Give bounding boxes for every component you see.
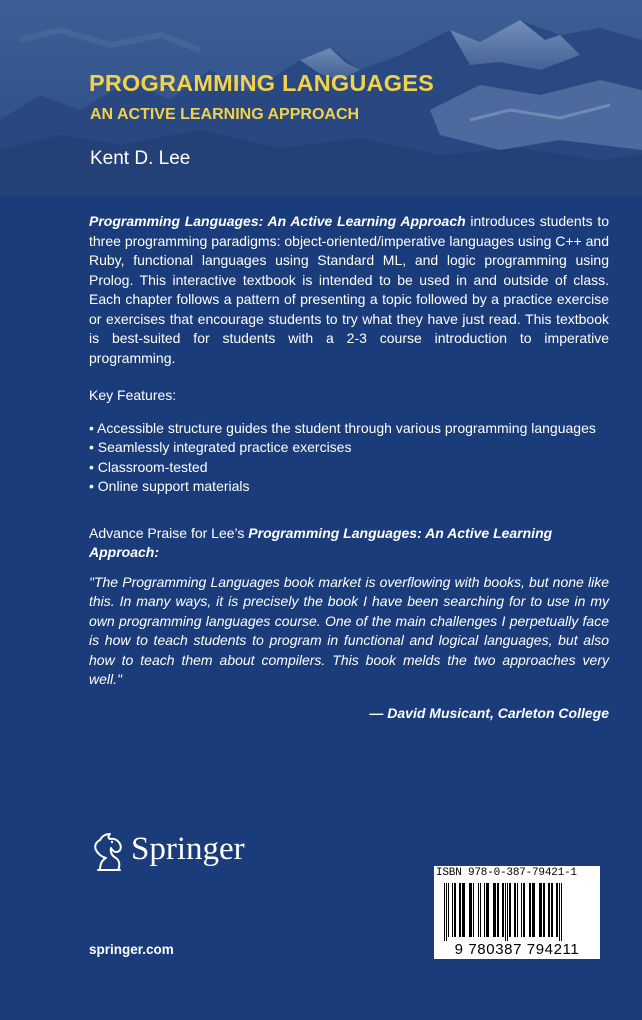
springer-horse-icon <box>90 830 126 874</box>
barcode-guard-bar <box>444 883 445 941</box>
features-heading: Key Features: <box>89 387 177 403</box>
description-book-title: Programming Languages: An Active Learning Approach <box>89 213 466 229</box>
barcode-bar <box>502 883 504 937</box>
barcode-bar <box>462 883 465 937</box>
back-cover-text <box>89 212 609 723</box>
barcode-bar <box>448 883 449 937</box>
description-paragraph <box>89 212 609 368</box>
book-subtitle: AN ACTIVE LEARNING APPROACH <box>90 106 360 123</box>
barcode-bar <box>539 883 542 937</box>
barcode-bar <box>509 883 511 937</box>
barcode-bar <box>478 883 479 937</box>
barcode-bar <box>493 883 496 937</box>
barcode-guard-bar <box>446 883 447 941</box>
barcode-bar <box>543 883 545 937</box>
barcode-guard-bar <box>505 883 506 941</box>
feature-item: • Online support materials <box>89 478 250 494</box>
barcode-bar <box>523 883 525 937</box>
barcode-guard-bar <box>559 883 560 941</box>
barcode-bar <box>480 883 481 937</box>
description-text: introduces students to three programming paradigms: object-oriented/imperative languages using C++ and Ruby, functional languages using Standard ML, and logic programming using Prolog. This interactive textbook is intended to be used in and outside of class. Each chapter follows a pattern of presenting a topic followed by a practice exercise or exercises that encourage students to try what they have just read. This textbook is best-suited for students with a 2-3 course introduction to imperative programming. <box>89 213 609 366</box>
header-photo-band <box>0 0 642 196</box>
barcode-guard-bar <box>561 883 562 941</box>
barcode-bar <box>529 883 531 937</box>
feature-item: • Classroom-tested <box>89 458 208 475</box>
barcode-bar <box>532 883 535 937</box>
barcode-bar <box>452 883 453 937</box>
book-title: PROGRAMMING LANGUAGES <box>89 70 434 96</box>
barcode-guard-bar <box>507 883 508 941</box>
praise-intro-title: Programming Languages: An Active Learning Approach: <box>89 524 553 560</box>
isbn-text: ISBN 978-0-387-79421-1 <box>436 867 577 879</box>
barcode-bar <box>459 883 461 937</box>
barcode-bar <box>556 883 558 937</box>
praise-intro <box>89 524 609 563</box>
praise-attribution: — David Musicant, Carleton College <box>369 704 609 721</box>
barcode-bar <box>521 883 522 937</box>
feature-item: • Seamlessly integrated practice exercises <box>89 439 352 455</box>
isbn-barcode <box>434 866 600 959</box>
features-list <box>89 419 609 497</box>
barcode-bar <box>469 883 472 937</box>
barcode-bar <box>517 883 518 937</box>
barcode-bar <box>484 883 485 937</box>
barcode-bar <box>551 883 553 937</box>
barcode-bar <box>497 883 499 937</box>
author-name: Kent D. Lee <box>90 148 191 169</box>
feature-item: • Accessible structure guides the student through various programming languages <box>89 419 596 436</box>
barcode-bar <box>514 883 516 937</box>
praise-quote: "The Programming Languages book market is overflowing with books, but none like this. In many ways, it is precisely the book I have been searching for to use in my own programming languages course. One of the main challenges I perpetually face is how to teach students to program in functional and logical languages, but also how to teach them about compilers. This book melds the two approaches very well." <box>89 573 609 687</box>
praise-intro-text: Advance Praise for Lee’s <box>89 524 249 541</box>
barcode-digits: 9 780387 794211 <box>454 941 580 958</box>
barcode-bar <box>473 883 474 937</box>
publisher-name: Springer <box>131 831 245 867</box>
publisher-website: springer.com <box>89 942 174 957</box>
barcode-bar <box>454 883 456 937</box>
barcode-bar <box>486 883 489 937</box>
barcode-bars <box>438 883 596 941</box>
barcode-bar <box>548 883 550 937</box>
